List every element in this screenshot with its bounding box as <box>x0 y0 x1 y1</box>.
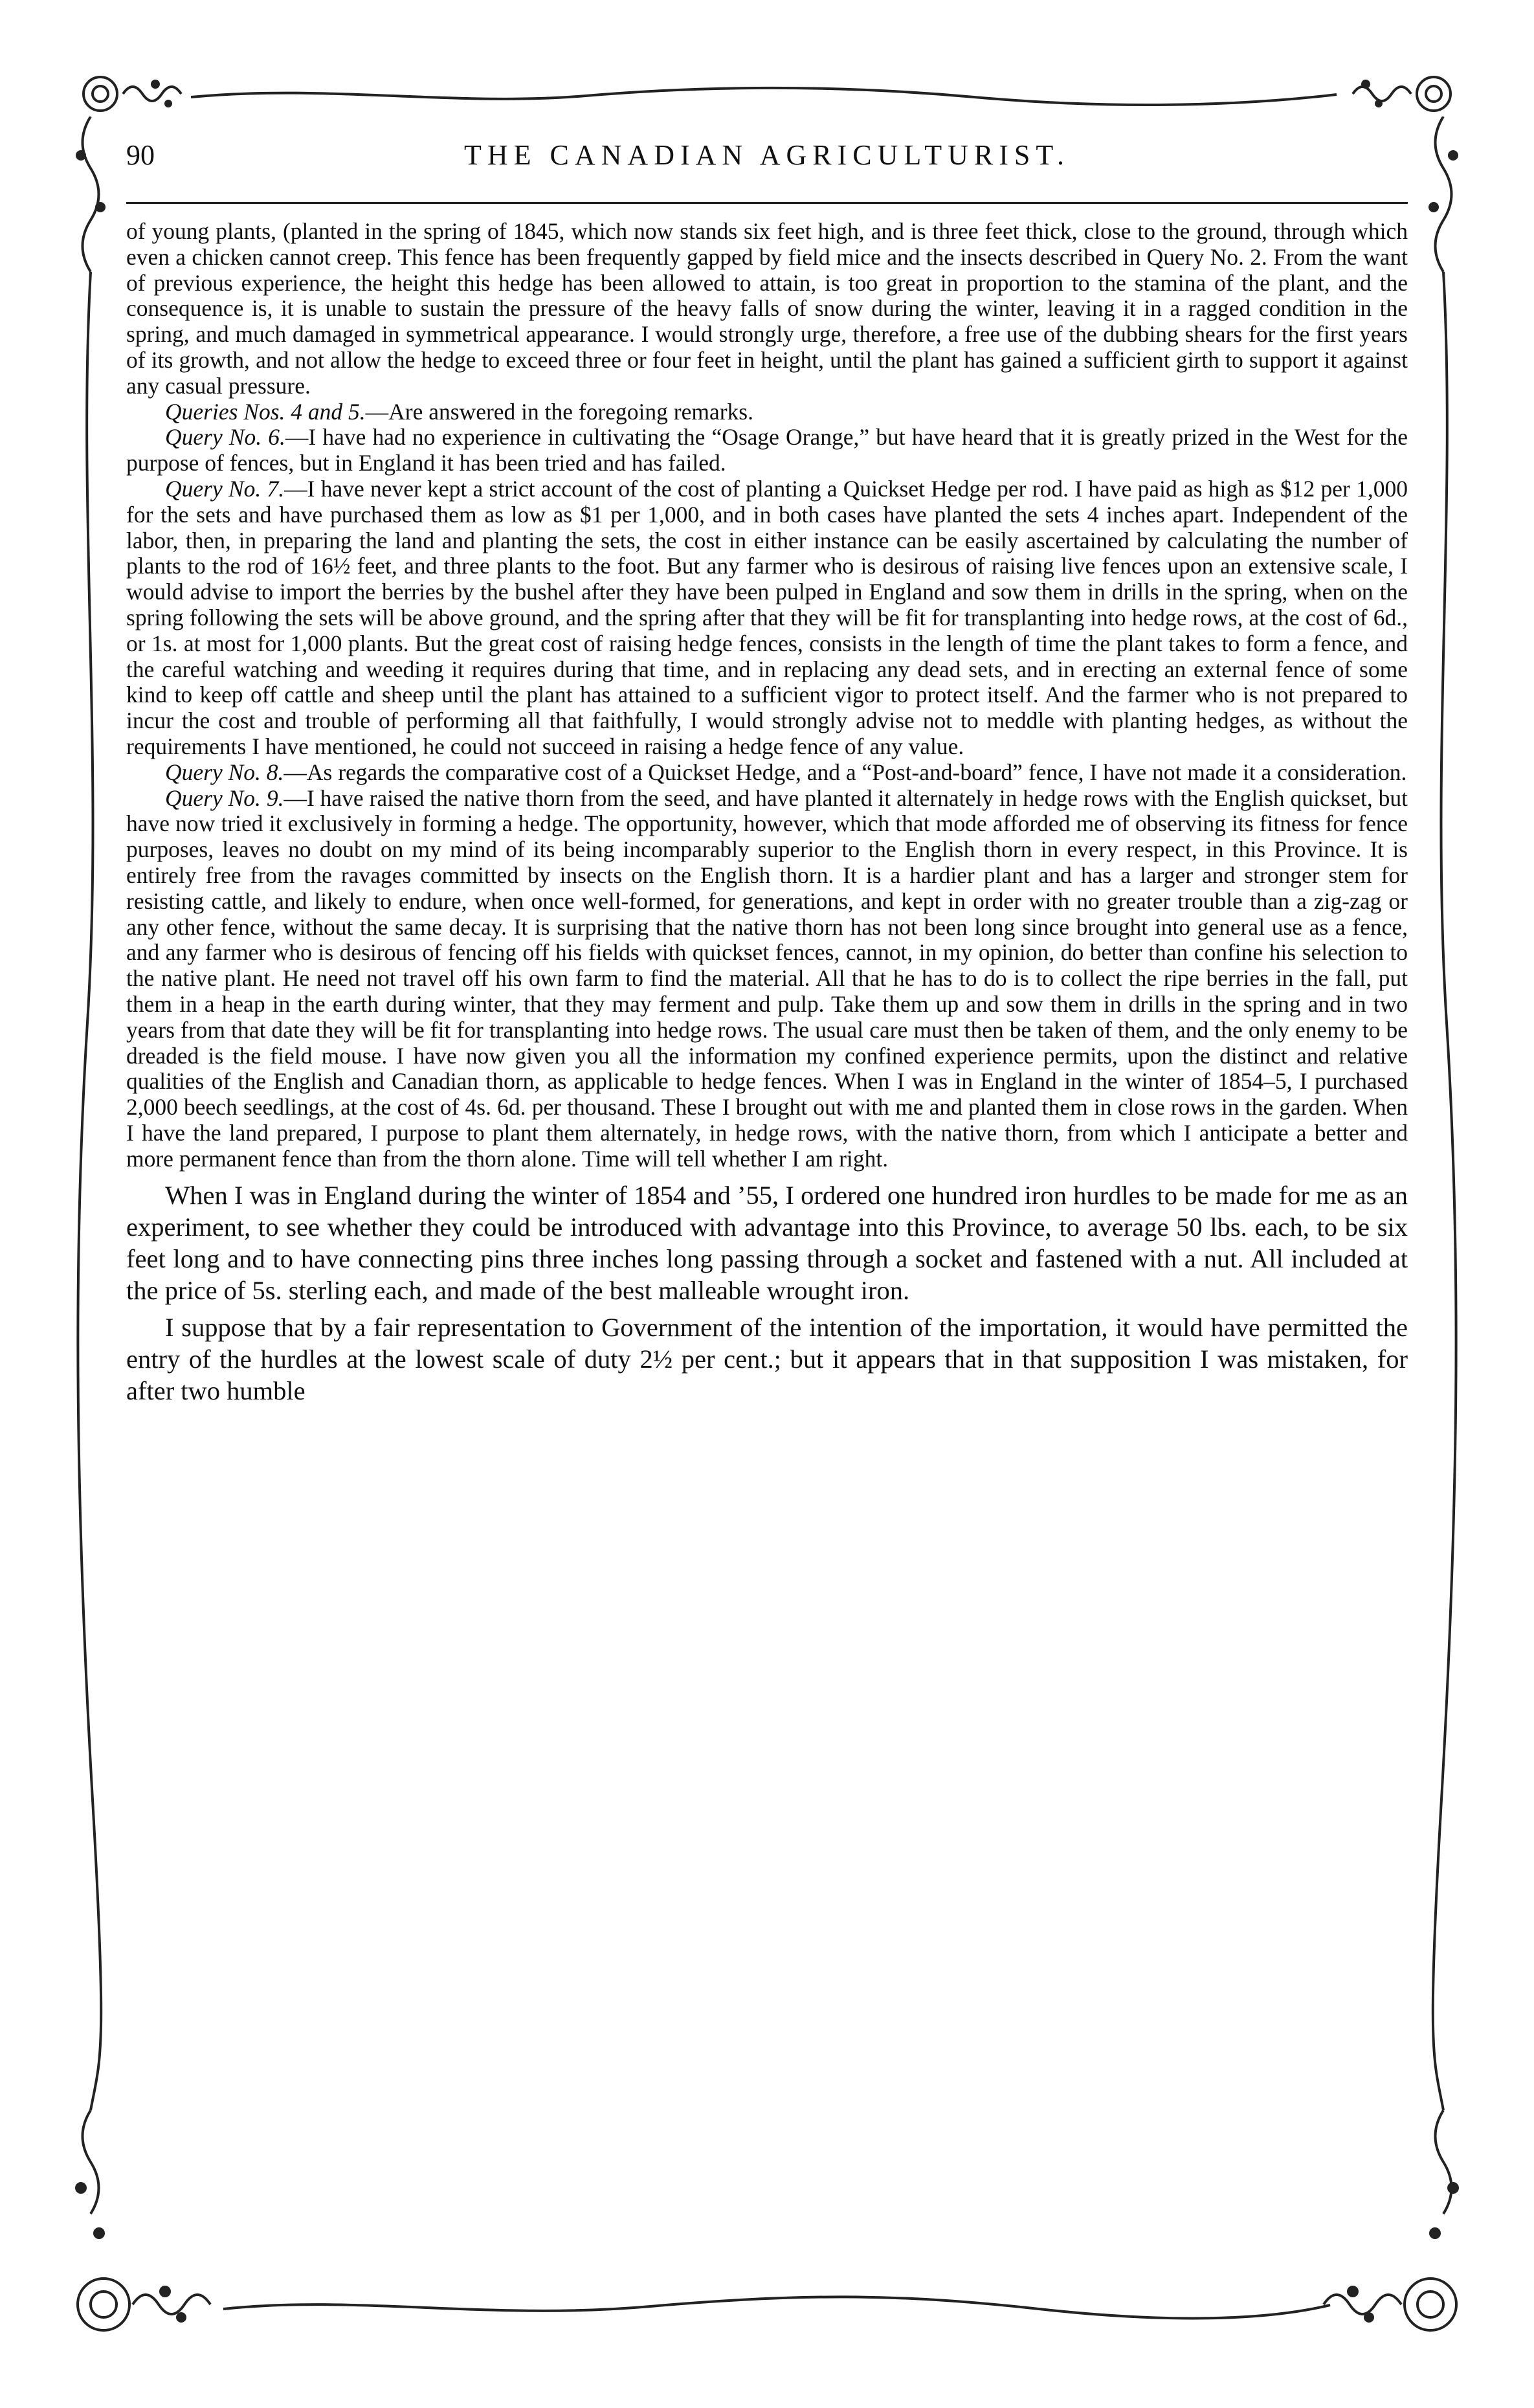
left-ornament-border <box>68 117 113 2269</box>
query-answer: —Are answered in the foregoing remarks. <box>365 398 753 425</box>
running-header <box>126 133 1408 178</box>
small-type-section <box>126 219 1408 1172</box>
paragraph-query-7 <box>126 476 1408 760</box>
header-rule <box>126 202 1408 204</box>
right-ornament-border <box>1421 117 1466 2269</box>
query-label: Query No. 7. <box>165 475 285 502</box>
paragraph-query-9 <box>126 786 1408 1172</box>
bottom-ornament-border <box>68 2269 1466 2340</box>
query-label: Queries Nos. 4 and 5. <box>165 398 366 425</box>
paragraph-queries-4-5 <box>126 399 1408 425</box>
large-type-section <box>126 1179 1408 1407</box>
query-answer: —I have had no experience in cultivating the “Osage Orange,” but have heard that it is greatly prized in the West for the purpose of fences, but in England it has been tried and has failed. <box>126 424 1408 476</box>
paragraph-continuation: of young plants, (planted in the spring of 1845, which now stands six feet high, and is three feet thick, close to the ground, through which even a chicken cannot creep. This fence has been frequently gapped by field mice and the insects described in Query No. 2. From the want of previous experience, the height this hedge has been allowed to attain, is too great in proportion to the stamina of the plant, and the consequence is, it is unable to sustain the pressure of the heavy falls of snow during the winter, leaving it in a ragged condition in the spring, and much damaged in symmetrical appearance. I would strongly urge, therefore, a free use of the dubbing shears for the first years of its growth, and not allow the hedge to exceed three or four feet in height, until the plant has gained a sufficient girth to support it against any casual pressure. <box>126 218 1408 399</box>
paragraph-iron-hurdles: When I was in England during the winter of 1854 and ’55, I ordered one hundred iron hurdles to be made for me as an experiment, to see whether they could be introduced with advantage into this Province, to average 50 lbs. each, to be six feet long and to have connecting pins three inches long passing through a socket and fastened with a nut. All included at the price of 5s. sterling each, and made of the best malleable wrought iron. <box>126 1181 1408 1306</box>
article-body <box>126 219 1408 1407</box>
query-label: Query No. 9. <box>165 785 284 811</box>
query-answer: —I have raised the native thorn from the seed, and have planted it alternately in hedge rows with the English quickset, but have now tried it exclusively in forming a hedge. The opportunity, however, which that mode afforded me of observing its fitness for fence purposes, leaves no doubt on my mind of its being incomparably superior to the English thorn in every respect, in this Province. It is entirely free from the ravages committed by insects on the English thorn. It is a hardier plant and has a larger and stronger stem for resisting cattle, and likely to endure, when once well-formed, for generations, and kept in order with no greater trouble than a zig-zag or any other fence, without the same decay. It is surprising that the native thorn has not been long since brought into general use as a fence, and any farmer who is desirous of fencing off his fields with quickset fences, cannot, in my opinion, do better than confine his selection to the native plant. He need not travel off his own farm to find the material. All that he has to do is to collect the ripe berries in the fall, put them in a heap in the earth during winter, that they may ferment and pulp. Take them up and sow them in drills in the spring and in two years from that date they will be fit for transplanting into hedge rows. The usual care must then be taken of them, and the only enemy to be dreaded is the field mouse. I have now given you all the information my confined experience permits, upon the distinct and relative qualities of the English and Canadian thorn, as applicable to hedge fences. When I was in England in the winter of 1854–5, I purchased 2,000 beech seedlings, at the cost of 4s. 6d. per thousand. These I brought out with me and planted them in close rows in the garden. When I have the land prepared, I purpose to plant them alternately, in hedge rows, with the native thorn, from which I anticipate a better and more permanent fence than from the thorn alone. Time will tell whether I am right. <box>126 785 1408 1172</box>
paragraph-query-8 <box>126 760 1408 786</box>
top-ornament-border <box>68 71 1466 117</box>
page-number: 90 <box>126 139 155 171</box>
query-answer: —As regards the comparative cost of a Quickset Hedge, and a “Post-and-board” fence, I have not made it a consideration. <box>283 759 1407 785</box>
paragraph-duty: I suppose that by a fair representation to Government of the intention of the importation, it would have permitted the entry of the hurdles at the lowest scale of duty 2½ per cent.; but it appears that in that supposition I was mistaken, for after two humble <box>126 1313 1408 1406</box>
query-label: Query No. 6. <box>165 424 285 451</box>
query-label: Query No. 8. <box>165 759 284 785</box>
query-answer: —I have never kept a strict account of the cost of planting a Quickset Hedge per rod. I have paid as high as $12 per 1,000 for the sets and have purchased them as low as $1 per 1,000, and in both cases have planted the sets 4 inches apart. Independent of the labor, then, in preparing the land and planting the sets, the cost in either instance can be easily ascertained by calculating the number of plants to the rod of 16½ feet, and three plants to the foot. But any farmer who is desirous of raising live fences upon an extensive scale, I would advise to import the berries by the bushel after they have been pulped in England and sow them in drills in the spring, when on the spring following the sets will be above ground, and the spring after that they will be fit for transplanting into hedge rows, at the cost of 6d., or 1s. at most for 1,000 plants. But the great cost of raising hedge fences, consists in the length of time the plant takes to form a fence, and the careful watching and weeding it requires during that time, and in replacing any dead sets, and in erecting an external fence of some kind to keep off cattle and sheep until the plant has attained to a sufficient vigor to protect itself. And the farmer who is not prepared to incur the cost and trouble of performing all that faithfully, I would strongly advise not to meddle with planting hedges, as without the requirements I have mentioned, he could not succeed in raising a hedge fence of any value. <box>126 475 1408 759</box>
paragraph-query-6 <box>126 425 1408 476</box>
running-title: THE CANADIAN AGRICULTURIST. <box>464 139 1070 171</box>
